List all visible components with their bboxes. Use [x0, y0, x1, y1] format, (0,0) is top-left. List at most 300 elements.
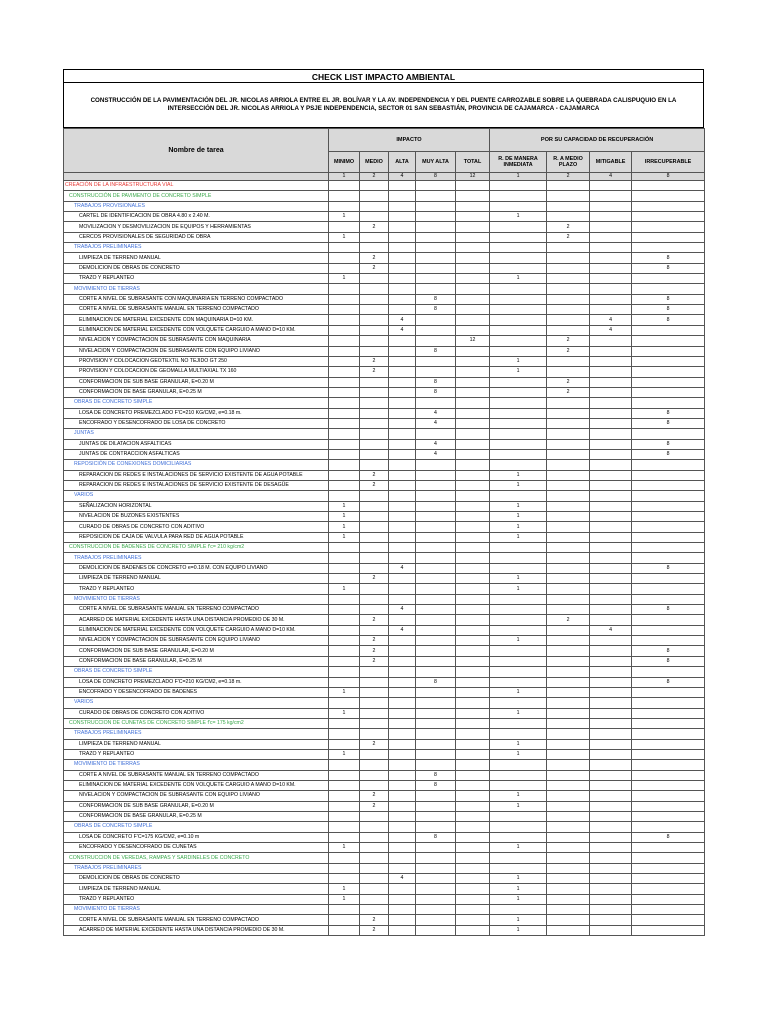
impacto-cell: [329, 429, 360, 439]
recuperacion-cell: 1: [490, 584, 547, 594]
recuperacion-cell: [547, 294, 590, 304]
recuperacion-cell: 8: [632, 677, 705, 687]
impacto-cell: [360, 325, 389, 335]
recuperacion-cell: [490, 863, 547, 873]
impacto-cell: [456, 418, 490, 428]
impacto-cell: [416, 212, 456, 222]
impacto-cell: [416, 760, 456, 770]
task-row: [64, 418, 705, 428]
impacto-cell: 1: [329, 512, 360, 522]
recuperacion-cell: [490, 429, 547, 439]
impacto-cell: [416, 646, 456, 656]
impacto-cell: [329, 739, 360, 749]
impacto-cell: [329, 253, 360, 263]
impacto-cell: 2: [360, 253, 389, 263]
recuperacion-cell: [547, 656, 590, 666]
recuperacion-cell: [632, 367, 705, 377]
task-name: CORTE A NIVEL DE SUBRASANTE MANUAL EN TERRENO COMPACTADO: [64, 305, 329, 315]
recuperacion-cell: [547, 905, 590, 915]
task-row: [64, 449, 705, 459]
impacto-cell: [456, 243, 490, 253]
recuperacion-cell: [590, 832, 632, 842]
recuperacion-cell: [590, 181, 632, 191]
recuperacion-cell: [590, 377, 632, 387]
impacto-cell: [416, 739, 456, 749]
recuperacion-cell: [547, 884, 590, 894]
recuperacion-cell: [632, 522, 705, 532]
impacto-cell: 4: [416, 418, 456, 428]
impacto-cell: [389, 181, 416, 191]
impacto-cell: [389, 470, 416, 480]
impacto-cell: [389, 770, 416, 780]
recuperacion-cell: [490, 615, 547, 625]
recuperacion-cell: [632, 739, 705, 749]
impacto-cell: [360, 677, 389, 687]
recuperacion-cell: [632, 491, 705, 501]
task-row: [64, 367, 705, 377]
weight-cell: 1: [329, 173, 360, 181]
recuperacion-cell: 1: [490, 915, 547, 925]
recuperacion-cell: [547, 512, 590, 522]
recuperacion-cell: [632, 480, 705, 490]
impacto-cell: [360, 894, 389, 904]
task-name: MOVIMIENTO DE TIERRAS: [64, 594, 329, 604]
recuperacion-cell: [547, 367, 590, 377]
task-row: [64, 636, 705, 646]
recuperacion-cell: 8: [632, 449, 705, 459]
weight-cell: 8: [632, 173, 705, 181]
task-name: SEÑALIZACION HORIZONTAL: [64, 501, 329, 511]
task-name: DEMOLICION DE OBRAS DE CONCRETO: [64, 874, 329, 884]
impacto-cell: [389, 367, 416, 377]
impacto-cell: 2: [360, 656, 389, 666]
impacto-cell: [389, 449, 416, 459]
recuperacion-cell: [590, 470, 632, 480]
impacto-cell: [416, 894, 456, 904]
recuperacion-cell: [632, 667, 705, 677]
recuperacion-cell: 1: [490, 843, 547, 853]
task-row: [64, 563, 705, 573]
impacto-cell: 8: [416, 305, 456, 315]
impacto-cell: [360, 243, 389, 253]
recuperacion-cell: 8: [632, 253, 705, 263]
recuperacion-cell: [632, 387, 705, 397]
recuperacion-cell: [490, 594, 547, 604]
task-row: [64, 915, 705, 925]
impacto-cell: [389, 925, 416, 935]
task-row: [64, 346, 705, 356]
recuperacion-cell: [490, 387, 547, 397]
section-row: [64, 460, 705, 470]
impacto-cell: [329, 915, 360, 925]
recuperacion-cell: [547, 874, 590, 884]
impacto-cell: 2: [360, 367, 389, 377]
impacto-cell: [329, 729, 360, 739]
section-row: [64, 553, 705, 563]
impacto-cell: [416, 905, 456, 915]
recuperacion-cell: [590, 843, 632, 853]
impacto-cell: [389, 263, 416, 273]
task-name: TRAZO Y REPLANTEO: [64, 749, 329, 759]
recuperacion-cell: [547, 687, 590, 697]
impacto-cell: [416, 636, 456, 646]
recuperacion-cell: [590, 449, 632, 459]
recuperacion-cell: [632, 843, 705, 853]
recuperacion-cell: [547, 470, 590, 480]
impacto-cell: [416, 801, 456, 811]
recuperacion-cell: [632, 615, 705, 625]
recuperacion-cell: [547, 853, 590, 863]
recuperacion-cell: [590, 532, 632, 542]
recuperacion-cell: [590, 822, 632, 832]
task-name: CREACIÓN DE LA INFRAESTRUCTURA VIAL: [64, 181, 329, 191]
task-name: NIVELACION DE BUZONES EXISTENTES: [64, 512, 329, 522]
recuperacion-cell: [547, 894, 590, 904]
impacto-cell: 1: [329, 532, 360, 542]
task-name: CORTE A NIVEL DE SUBRASANTE CON MAQUINARIA EN TERRENO COMPACTADO: [64, 294, 329, 304]
task-row: [64, 222, 705, 232]
impacto-cell: [416, 605, 456, 615]
impacto-cell: [329, 718, 360, 728]
impacto-cell: [416, 874, 456, 884]
recuperacion-cell: [490, 377, 547, 387]
recuperacion-cell: [547, 915, 590, 925]
recuperacion-cell: [547, 739, 590, 749]
impacto-cell: [360, 398, 389, 408]
task-name: CONSTRUCCION DE BADENES DE CONCRETO SIMPLE f'c= 210 kg/cm2: [64, 543, 329, 553]
recuperacion-cell: 1: [490, 925, 547, 935]
recuperacion-cell: [490, 822, 547, 832]
impacto-cell: 1: [329, 749, 360, 759]
task-name: MOVIMIENTO DE TIERRAS: [64, 284, 329, 294]
impacto-cell: [456, 853, 490, 863]
recuperacion-cell: [547, 418, 590, 428]
recuperacion-cell: [632, 512, 705, 522]
recuperacion-cell: [547, 770, 590, 780]
recuperacion-cell: 8: [632, 439, 705, 449]
recuperacion-cell: [632, 212, 705, 222]
impacto-cell: [360, 884, 389, 894]
recuperacion-cell: [547, 325, 590, 335]
task-name: TRAZO Y REPLANTEO: [64, 274, 329, 284]
recuperacion-cell: 1: [490, 884, 547, 894]
recuperacion-cell: [547, 749, 590, 759]
impacto-cell: [329, 656, 360, 666]
impacto-cell: [329, 874, 360, 884]
impacto-cell: [389, 822, 416, 832]
task-row: [64, 646, 705, 656]
impacto-cell: [389, 574, 416, 584]
impacto-cell: [416, 243, 456, 253]
recuperacion-cell: [490, 677, 547, 687]
recuperacion-cell: [547, 284, 590, 294]
recuperacion-cell: [590, 346, 632, 356]
recuperacion-cell: 1: [490, 749, 547, 759]
impacto-cell: [389, 760, 416, 770]
task-row: [64, 584, 705, 594]
recuperacion-cell: [590, 687, 632, 697]
recuperacion-cell: [547, 863, 590, 873]
impacto-cell: [416, 822, 456, 832]
task-name: VARIOS: [64, 698, 329, 708]
impacto-cell: [329, 853, 360, 863]
section-row: [64, 863, 705, 873]
impacto-cell: 8: [416, 387, 456, 397]
weight-cell: 12: [456, 173, 490, 181]
impacto-cell: [389, 801, 416, 811]
impacto-cell: [389, 667, 416, 677]
recuperacion-cell: [632, 780, 705, 790]
recuperacion-cell: [590, 439, 632, 449]
recuperacion-cell: 8: [632, 605, 705, 615]
recuperacion-cell: 1: [490, 522, 547, 532]
section-row: [64, 429, 705, 439]
impacto-cell: [389, 480, 416, 490]
impacto-cell: 2: [360, 470, 389, 480]
impacto-cell: [329, 460, 360, 470]
impacto-cell: 12: [456, 336, 490, 346]
recuperacion-cell: 1: [490, 480, 547, 490]
recuperacion-cell: [590, 760, 632, 770]
impacto-cell: [389, 791, 416, 801]
impacto-cell: [329, 315, 360, 325]
impacto-cell: [360, 770, 389, 780]
impacto-cell: [416, 367, 456, 377]
impacto-cell: [456, 687, 490, 697]
impacto-cell: [456, 191, 490, 201]
task-row: [64, 811, 705, 821]
impacto-cell: [416, 274, 456, 284]
col-header: MUY ALTA: [416, 152, 456, 173]
impacto-cell: [416, 232, 456, 242]
impacto-cell: [329, 636, 360, 646]
header-group-row: [64, 129, 705, 152]
recuperacion-cell: [547, 832, 590, 842]
impacto-cell: [456, 212, 490, 222]
task-row: [64, 791, 705, 801]
impacto-cell: [456, 739, 490, 749]
impacto-cell: [416, 201, 456, 211]
recuperacion-cell: [490, 439, 547, 449]
project-subtitle: [63, 83, 704, 128]
impacto-cell: [389, 253, 416, 263]
recuperacion-cell: [490, 222, 547, 232]
recuperacion-cell: [632, 284, 705, 294]
impacto-cell: [389, 677, 416, 687]
impacto-cell: 1: [329, 501, 360, 511]
impacto-cell: [389, 718, 416, 728]
task-name: NIVELACION Y COMPACTACION DE SUBRASANTE CON MAQUINARIA: [64, 336, 329, 346]
task-name: ENCOFRADO Y DESENCOFRADO DE CUNETAS: [64, 843, 329, 853]
impacto-cell: [360, 522, 389, 532]
impacto-cell: [456, 925, 490, 935]
section-row: [64, 191, 705, 201]
impacto-cell: 2: [360, 263, 389, 273]
recuperacion-cell: [632, 811, 705, 821]
impacto-cell: [389, 398, 416, 408]
recuperacion-cell: [490, 718, 547, 728]
impacto-cell: [416, 284, 456, 294]
impacto-cell: [389, 408, 416, 418]
task-name: REPARACION DE REDES E INSTALACIONES DE SERVICIO EXISTENTE DE DESAGÜE: [64, 480, 329, 490]
task-name: CONFORMACION DE BASE GRANULAR, E=0.25 M: [64, 656, 329, 666]
recuperacion-cell: [547, 563, 590, 573]
task-row: [64, 532, 705, 542]
impacto-cell: [416, 181, 456, 191]
recuperacion-cell: [632, 894, 705, 904]
impacto-cell: [456, 874, 490, 884]
impacto-cell: [456, 480, 490, 490]
impacto-cell: [329, 563, 360, 573]
recuperacion-cell: [490, 243, 547, 253]
weight-cell: 2: [547, 173, 590, 181]
recuperacion-cell: [590, 925, 632, 935]
impacto-cell: [456, 429, 490, 439]
task-row: [64, 263, 705, 273]
recuperacion-cell: [590, 201, 632, 211]
impacto-cell: [416, 884, 456, 894]
weight-cell: 4: [590, 173, 632, 181]
recuperacion-cell: 8: [632, 656, 705, 666]
section-row: [64, 284, 705, 294]
task-row: [64, 574, 705, 584]
recuperacion-cell: [547, 439, 590, 449]
impacto-cell: [456, 801, 490, 811]
impacto-cell: [456, 770, 490, 780]
col-header: TOTAL: [456, 152, 490, 173]
task-name: LIMPIEZA DE TERRENO MANUAL: [64, 253, 329, 263]
impacto-cell: [456, 584, 490, 594]
recuperacion-cell: [632, 274, 705, 284]
impacto-cell: [456, 522, 490, 532]
impacto-cell: [389, 377, 416, 387]
recuperacion-cell: [590, 584, 632, 594]
recuperacion-cell: [490, 346, 547, 356]
impacto-cell: 4: [389, 563, 416, 573]
impacto-cell: [360, 387, 389, 397]
recuperacion-cell: 1: [490, 739, 547, 749]
impacto-cell: [329, 791, 360, 801]
impacto-cell: [416, 843, 456, 853]
task-row: [64, 512, 705, 522]
impacto-cell: [389, 522, 416, 532]
impacto-cell: [389, 501, 416, 511]
impacto-cell: [416, 532, 456, 542]
recuperacion-cell: [590, 646, 632, 656]
impacto-cell: [360, 284, 389, 294]
recuperacion-cell: [632, 760, 705, 770]
impacto-cell: [329, 305, 360, 315]
impacto-cell: [456, 460, 490, 470]
impacto-header: IMPACTO: [329, 129, 490, 152]
recuperacion-cell: [590, 884, 632, 894]
task-name: JUNTAS: [64, 429, 329, 439]
recuperacion-cell: [632, 336, 705, 346]
impacto-cell: [360, 853, 389, 863]
recuperacion-cell: [490, 449, 547, 459]
impacto-cell: [416, 687, 456, 697]
impacto-cell: [416, 263, 456, 273]
recuperacion-cell: [490, 625, 547, 635]
impacto-cell: [416, 522, 456, 532]
recuperacion-cell: [490, 253, 547, 263]
recuperacion-cell: [590, 387, 632, 397]
impacto-cell: [456, 563, 490, 573]
task-row: [64, 387, 705, 397]
task-name: MOVILIZACION Y DESMOVILIZACION DE EQUIPOS Y HERRAMIENTAS: [64, 222, 329, 232]
impacto-cell: [389, 843, 416, 853]
impacto-cell: [456, 346, 490, 356]
recuperacion-cell: [590, 553, 632, 563]
impacto-cell: [329, 760, 360, 770]
recuperacion-cell: 1: [490, 894, 547, 904]
task-row: [64, 739, 705, 749]
impacto-cell: [360, 667, 389, 677]
impacto-cell: [416, 512, 456, 522]
task-name: OBRAS DE CONCRETO SIMPLE: [64, 667, 329, 677]
recuperacion-cell: 4: [590, 315, 632, 325]
recuperacion-cell: [632, 905, 705, 915]
recuperacion-cell: [547, 729, 590, 739]
impacto-cell: [360, 553, 389, 563]
impacto-cell: [389, 460, 416, 470]
task-row: [64, 780, 705, 790]
recuperacion-cell: [632, 729, 705, 739]
impacto-cell: 4: [416, 408, 456, 418]
task-row: [64, 480, 705, 490]
recuperacion-cell: [590, 480, 632, 490]
task-row: [64, 325, 705, 335]
impacto-cell: [456, 294, 490, 304]
impacto-cell: [360, 532, 389, 542]
recuperacion-cell: 2: [547, 615, 590, 625]
recuperacion-cell: [490, 325, 547, 335]
recuperacion-cell: [632, 770, 705, 780]
recuperacion-cell: [490, 853, 547, 863]
task-row: [64, 925, 705, 935]
task-row: [64, 832, 705, 842]
recuperacion-cell: [490, 315, 547, 325]
impacto-cell: [456, 449, 490, 459]
task-row: [64, 749, 705, 759]
recuperacion-cell: [632, 584, 705, 594]
recuperacion-cell: [547, 677, 590, 687]
impacto-cell: [456, 729, 490, 739]
recuperacion-cell: [632, 708, 705, 718]
impacto-cell: 1: [329, 584, 360, 594]
impacto-cell: [456, 325, 490, 335]
recuperacion-cell: [547, 356, 590, 366]
impacto-cell: [389, 708, 416, 718]
recuperacion-cell: [590, 574, 632, 584]
impacto-cell: 2: [360, 615, 389, 625]
section-row: [64, 718, 705, 728]
recuperacion-cell: [590, 305, 632, 315]
task-row: [64, 408, 705, 418]
impacto-cell: [456, 791, 490, 801]
recuperacion-cell: [547, 201, 590, 211]
task-row: [64, 315, 705, 325]
impacto-cell: [389, 915, 416, 925]
impacto-cell: [456, 667, 490, 677]
impacto-cell: [456, 615, 490, 625]
section-row: [64, 491, 705, 501]
impacto-cell: [360, 708, 389, 718]
recuperacion-cell: [590, 398, 632, 408]
task-row: [64, 377, 705, 387]
recuperacion-cell: [547, 925, 590, 935]
task-name: PROVISION Y COLOCACION GEOTEXTIL NO TEJIDO GT 250: [64, 356, 329, 366]
